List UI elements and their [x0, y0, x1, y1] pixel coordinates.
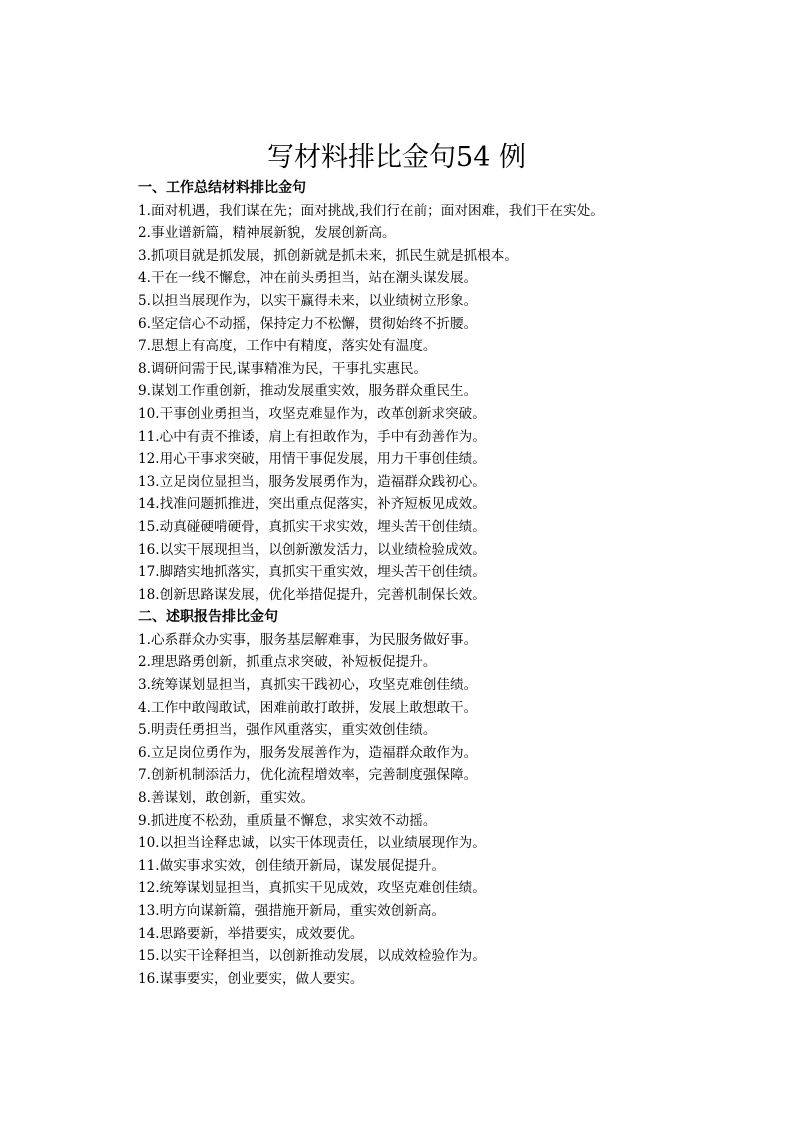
list-item: 11.做实事求实效，创佳绩开新局，谋发展促提升。: [138, 857, 446, 874]
list-item: 7.思想上有高度，工作中有精度，落实处有温度。: [138, 338, 437, 355]
list-item: 15.动真碰硬啃硬骨，真抓实干求实效，埋头苦干创佳绩。: [138, 518, 486, 535]
list-item: 14.找准问题抓推进，突出重点促落实，补齐短板见成效。: [138, 496, 486, 513]
section-heading: 一、工作总结材料排比金句: [138, 180, 306, 196]
list-item: 1.面对机遇，我们谋在先；面对挑战,我们行在前；面对困难，我们干在实处。: [138, 202, 604, 219]
list-item: 10.以担当诠释忠诚，以实干体现责任，以业绩展现作为。: [138, 835, 486, 852]
list-item: 4.干在一线不懈怠，冲在前头勇担当，站在潮头谋发展。: [138, 270, 478, 287]
list-item: 3.统筹谋划显担当，真抓实干践初心，攻坚克难创佳绩。: [138, 677, 478, 694]
list-item: 13.明方向谋新篇，强措施开新局，重实效创新高。: [138, 903, 446, 919]
list-item: 9.谋划工作重创新，推动发展重实效，服务群众重民生。: [138, 383, 478, 400]
document-body: [138, 177, 788, 990]
list-item: 5.以担当展现作为，以实干赢得未来，以业绩树立形象。: [138, 292, 478, 309]
list-item: 2.理思路勇创新，抓重点求突破，补短板促提升。: [138, 654, 437, 671]
sentence-list: [138, 629, 788, 991]
list-item: 8.调研问需于民,谋事精准为民，干事扎实惠民。: [138, 360, 428, 377]
list-item: 11.心中有责不推诿，肩上有担敢作为，手中有劲善作为。: [138, 428, 486, 445]
list-item: 10.干事创业勇担当，攻坚克难显作为，改革创新求突破。: [138, 405, 486, 422]
list-item: 1.心系群众办实事，服务基层解难事，为民服务做好事。: [138, 631, 478, 648]
list-item: 15.以实干诠释担当，以创新推动发展，以成效检验作为。: [138, 948, 486, 965]
list-item: 5.明责任勇担当，强作风重落实，重实效创佳绩。: [138, 722, 437, 739]
document-title: 写材料排比金句54 例: [267, 142, 526, 173]
sentence-list: [138, 200, 788, 607]
section-work-summary: [138, 177, 788, 606]
list-item: 4.工作中敢闯敢试，困难前敢打敢拼，发展上敢想敢干。: [138, 699, 478, 716]
list-item: 18.创新思路谋发展，优化举措促提升，完善机制保长效。: [138, 586, 486, 603]
section-heading: 二、述职报告排比金句: [138, 609, 278, 626]
list-item: 14.思路要新，举措要实，成效要优。: [138, 925, 364, 942]
list-item: 6.坚定信心不动摇，保持定力不松懈，贯彻始终不折腰。: [138, 315, 478, 332]
list-item: 17.脚踏实地抓落实，真抓实干重实效，埋头苦干创佳绩。: [138, 564, 486, 581]
list-item: 2.事业谱新篇，精神展新貌，发展创新高。: [138, 225, 396, 242]
list-item: 3.抓项目就是抓发展，抓创新就是抓未来，抓民生就是抓根本。: [138, 247, 518, 264]
list-item: 12.统筹谋划显担当，真抓实干见成效，攻坚克难创佳绩。: [138, 880, 486, 897]
list-item: 7.创新机制添活力，优化流程增效率，完善制度强保障。: [138, 767, 478, 784]
list-item: 12.用心干事求突破，用情干事促发展，用力干事创佳绩。: [138, 451, 486, 468]
list-item: 9.抓进度不松劲，重质量不懈怠，求实效不动摇。: [138, 812, 437, 829]
list-item: 16.谋事要实，创业要实，做人要实。: [138, 970, 364, 987]
list-item: 6.立足岗位勇作为，服务发展善作为，造福群众敢作为。: [138, 744, 478, 761]
section-work-report: [138, 606, 788, 990]
list-item: 16.以实干展现担当，以创新激发活力，以业绩检验成效。: [138, 541, 486, 558]
list-item: 13.立足岗位显担当，服务发展勇作为，造福群众践初心。: [138, 473, 486, 490]
list-item: 8.善谋划，敢创新，重实效。: [138, 790, 315, 807]
